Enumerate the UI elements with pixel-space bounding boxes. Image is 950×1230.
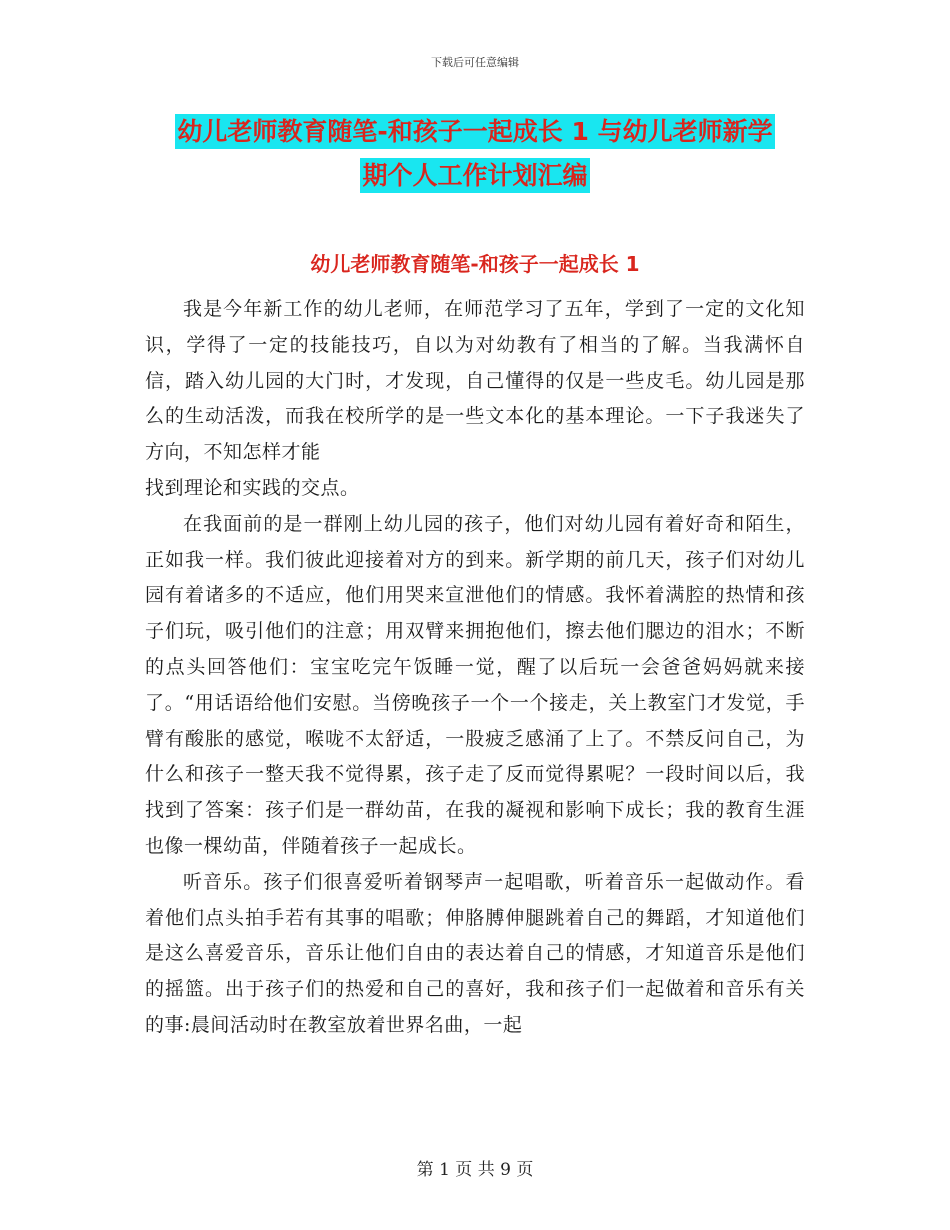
paragraph-2: 在我面前的是一群刚上幼儿园的孩子，他们对幼儿园有着好奇和陌生，正如我一样。我们彼此迎接着对方的到来。新学期的前几天，孩子们对幼儿园有着诸多的不适应，他们用哭来宣泄他们的情感。我怀着满腔的热情和孩子们玩，吸引他们的注意；用双臂来拥抱他们，擦去他们腮边的泪水；不断的点头回答他们：宝宝吃完午饭睡一觉，醒了以后玩一会爸爸妈妈就来接了。“用话语给他们安慰。当傍晚孩子一个一个接走，关上教室门才发觉，手臂有酸胀的感觉，喉咙不太舒适，一股疲乏感涌了上了。不禁反问自己，为什么和孩子一整天我不觉得累，孩子走了反而觉得累呢？一段时间以后，我找到了答案：孩子们是一群幼苗，在我的凝视和影响下成长；我的教育生涯也像一棵幼苗，伴随着孩子一起成长。: [145, 512, 805, 857]
section-title: 幼儿老师教育随笔-和孩子一起成长 1: [310, 252, 640, 276]
paragraph-1-continued: 找到理论和实践的交点。: [145, 476, 360, 499]
paragraph-3: 听音乐。孩子们很喜爱听着钢琴声一起唱歌，听着音乐一起做动作。看着他们点头拍手若有其事的唱歌；伸胳膊伸腿跳着自己的舞蹈，才知道他们是这么喜爱音乐，音乐让他们自由的表达着自己的情感，才知道音乐是他们的摇篮。出于孩子们的热爱和自己的喜好，我和孩子们一起做着和音乐有关的事:晨间活动时在教室放着世界名曲，一起: [145, 870, 805, 1036]
document-title-line-1: 幼儿老师教育随笔-和孩子一起成长 1 与幼儿老师新学: [175, 114, 774, 149]
paragraph-1: 我是今年新工作的幼儿老师，在师范学习了五年，学到了一定的文化知识，学得了一定的技能技巧，自以为对幼教有了相当的了解。当我满怀自信，踏入幼儿园的大门时，才发现，自己懂得的仅是一些皮毛。幼儿园是那么的生动活泼，而我在校所学的是一些文本化的基本理论。一下子我迷失了方向，不知怎样才能: [145, 298, 805, 464]
header-note: 下载后可任意编辑: [431, 56, 519, 69]
body-text: [145, 292, 805, 1044]
document-title: [0, 110, 950, 198]
page-number: 第 1 页 共 9 页: [416, 1160, 534, 1180]
document-title-line-2: 期个人工作计划汇编: [360, 158, 589, 193]
